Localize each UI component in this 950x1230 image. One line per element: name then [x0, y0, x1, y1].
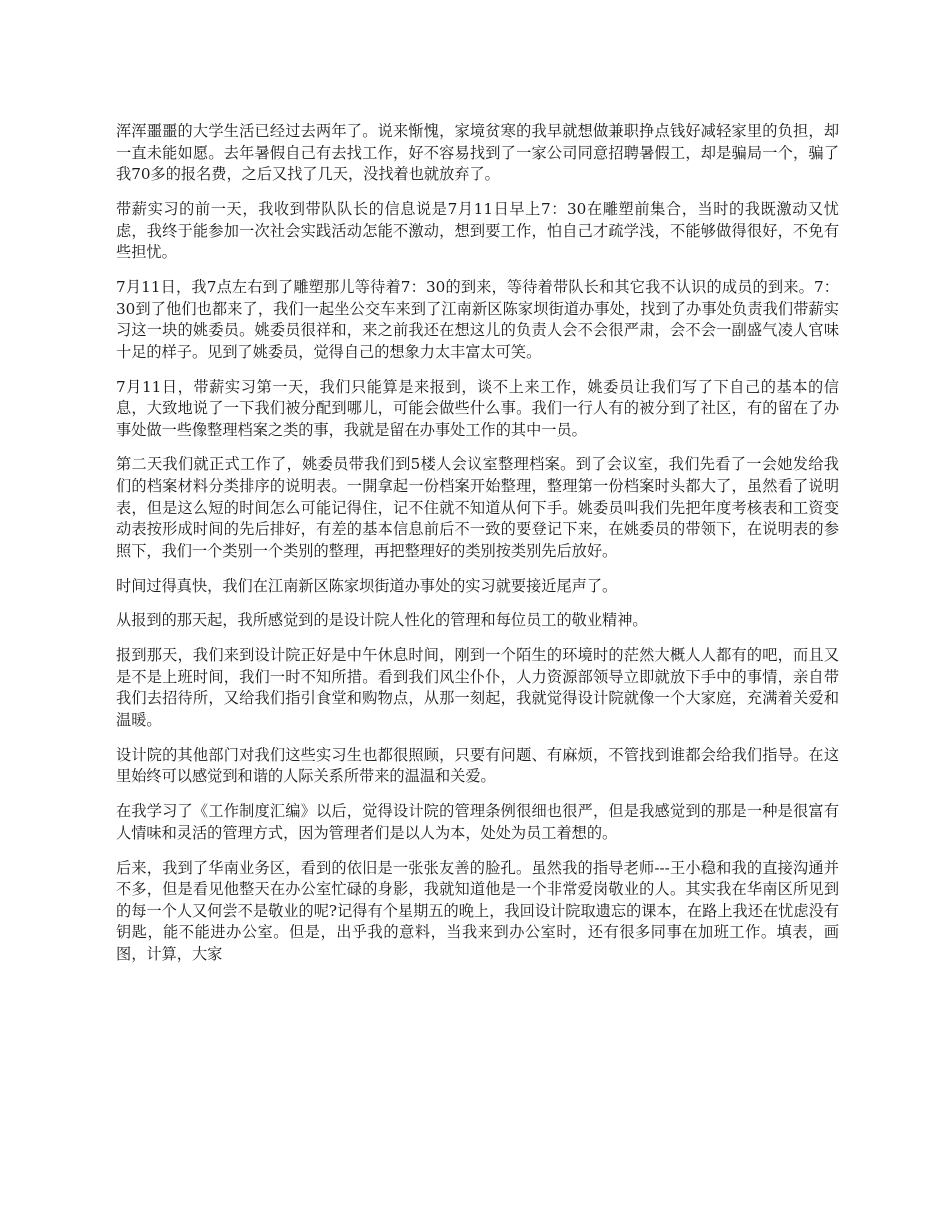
paragraph-3: 7月11日，我7点左右到了雕塑那儿等待着7：30的到来，等待着带队长和其它我不认识的成员的到来。7：30到了他们也都来了，我们一起坐公交车来到了江南新区陈家坝街道办事处，找到了办事处负责我们带薪实习这一块的姚委员。姚委员很祥和，来之前我还在想这儿的负责人会不会很严肃，会不会一副盛气凌人官味十足的样子。见到了姚委员，觉得自己的想象力太丰富太可笑。: [116, 277, 839, 361]
paragraph-6: 时间过得真快，我们在江南新区陈家坝街道办事处的实习就要接近尾声了。: [116, 576, 618, 595]
paragraph-10: 在我学习了《工作制度汇编》以后，觉得设计院的管理条例很细也很严，但是我感觉到的那是一种是很富有人情味和灵活的管理方式，因为管理者们是以人为本，处处为员工着想的。: [116, 802, 839, 842]
paragraph-5: 第二天我们就正式工作了，姚委员带我们到5楼人会议室整理档案。到了会议室，我们先看了一会她发给我们的档案材料分类排序的说明表。一開拿起一份档案开始整理，整理第一份档案时头都大了，虽然看了说明表，但是这么短的时间怎么可能记得住，记不住就不知道从何下手。姚委员叫我们先把年度考核表和工资变动表按形成时间的先后排好，有差的基本信息前后不一致的要登记下来，在姚委员的带领下，在说明表的参照下，我们一个类别一个类别的整理，再把整理好的类别按类别先后放好。: [116, 455, 839, 560]
paragraph-1: 浑浑噩噩的大学生活已经过去两年了。说来惭愧，家境贫寒的我早就想做兼职挣点钱好减轻家里的负担，却一直未能如愿。去年暑假自己有去找工作，好不容易找到了一家公司同意招聘暑假工，却是骗局一个，骗了我70多的报名费，之后又找了几天，没找着也就放弃了。: [116, 122, 839, 184]
paragraph-7: 从报到的那天起，我所感觉到的是设计院人性化的管理和每位员工的敬业精神。: [116, 611, 648, 630]
paragraph-9: 设计院的其他部门对我们这些实习生也都很照顾，只要有问题、有麻烦，不管找到谁都会给我们指导。在这里始终可以感觉到和谐的人际关系所带来的温温和关爱。: [116, 745, 839, 786]
paragraph-11: 后来，我到了华南业务区，看到的依旧是一张张友善的脸孔。虽然我的指导老师---王小稳和我的直接沟通并不多，但是看见他整天在办公室忙碌的身影，我就知道他是一个非常爱岗敬业的人。其实我在华南区所见到的每一个人又何尝不是敬业的呢?记得有个星期五的晚上，我回设计院取遗忘的课本，在路上我还在忧虑没有钥匙，能不能进办公室。但是，出乎我的意料，当我来到办公室时，还有很多同事在加班工作。填表，画图，计算，大家: [116, 858, 839, 963]
paragraph-2: 带薪实习的前一天，我收到带队队长的信息说是7月11日早上7：30在雕塑前集合，当时的我既激动又忧虑，我终于能参加一次社会实践活动怎能不激动，想到要工作，怕自己才疏学浅，不能够做得很好，不免有些担忧。: [116, 199, 839, 262]
paragraph-8: 报到那天，我们来到设计院正好是中午休息时间，刚到一个陌生的环境时的茫然大概人人都有的吧，而且又是不是上班时间，我们一时不知所措。看到我们风尘仆仆，人力资源部领导立即就放下手中的事情，亲自带我们去招待所，又给我们指引食堂和购物点，从那一刻起，我就觉得设计院就像一个大家庭，充满着关爱和温暖。: [116, 646, 839, 729]
paragraph-4: 7月11日，带薪实习第一天，我们只能算是来报到，谈不上来工作，姚委员让我们写了下自己的基本的信息，大致地说了一下我们被分配到哪儿，可能会做些什么事。我们一行人有的被分到了社区，有的留在了办事处做一些像整理档案之类的事，我就是留在办事处工作的其中一员。: [116, 377, 839, 439]
document-body: [116, 121, 839, 979]
